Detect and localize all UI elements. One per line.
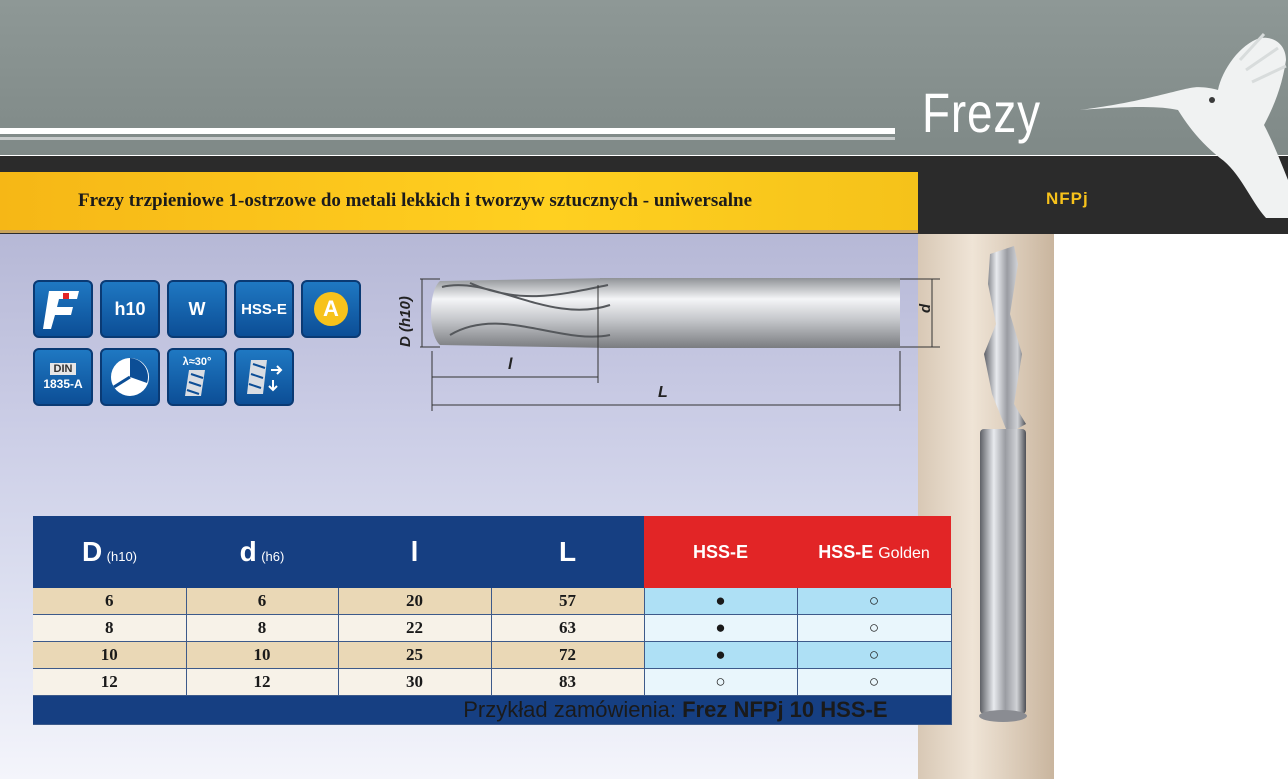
cell-d: 10 xyxy=(186,642,338,669)
cell-hss-e: ○ xyxy=(644,669,797,696)
header-rule-thin xyxy=(0,137,895,140)
page-title: Frezy xyxy=(922,81,1041,144)
cell-d: 12 xyxy=(186,669,338,696)
dimension-L-label: L xyxy=(658,384,668,401)
cell-D: 10 xyxy=(33,642,186,669)
order-label: Przykład zamówienia: xyxy=(463,697,676,722)
cell-hss-e: ● xyxy=(644,588,797,615)
table-row xyxy=(33,642,951,669)
order-example-row xyxy=(33,696,951,725)
cell-hss-e: ● xyxy=(644,615,797,642)
coating-a-badge: A xyxy=(314,292,348,326)
table-row xyxy=(33,615,951,642)
cell-L: 72 xyxy=(491,642,644,669)
col-L-header: L xyxy=(491,516,644,588)
cell-l: 25 xyxy=(338,642,491,669)
dimension-d-label: d xyxy=(917,303,934,313)
table-row xyxy=(33,669,951,696)
din-label: DIN xyxy=(50,363,77,375)
cell-hss-e-golden: ○ xyxy=(797,588,951,615)
subtitle-underline xyxy=(0,230,918,233)
hummingbird-logo-icon xyxy=(1050,30,1288,220)
cell-D: 6 xyxy=(33,588,186,615)
coating-a-icon xyxy=(301,280,361,338)
col-D-header: D (h10) xyxy=(33,516,186,588)
cell-d: 6 xyxy=(186,588,338,615)
helix-label: λ≈30° xyxy=(182,356,212,368)
order-value: Frez NFPj 10 HSS-E xyxy=(682,697,888,722)
cell-hss-e-golden: ○ xyxy=(797,615,951,642)
type-w-icon: W xyxy=(167,280,227,338)
din-number: 1835-A xyxy=(43,377,83,391)
fenes-logo-icon xyxy=(33,280,93,338)
product-code: NFPj xyxy=(1046,189,1089,208)
cell-L: 57 xyxy=(491,588,644,615)
col-hss-e-golden-header: HSS-E Golden xyxy=(797,516,951,588)
cell-D: 8 xyxy=(33,615,186,642)
cell-D: 12 xyxy=(33,669,186,696)
cell-L: 63 xyxy=(491,615,644,642)
cell-l: 30 xyxy=(338,669,491,696)
col-hss-e-header: HSS-E xyxy=(644,516,797,588)
col-d-header: d (h6) xyxy=(186,516,338,588)
header-rule xyxy=(0,128,895,134)
cell-hss-e-golden: ○ xyxy=(797,642,951,669)
subtitle: Frezy trzpieniowe 1-ostrzowe do metali lekkich i tworzyw sztucznych - uniwersalne xyxy=(78,190,753,211)
table-row xyxy=(33,588,951,615)
dimension-l-label: l xyxy=(508,356,513,373)
cell-hss-e: ● xyxy=(644,642,797,669)
cutting-direction-icon xyxy=(234,348,294,406)
tolerance-h10-icon: h10 xyxy=(100,280,160,338)
din-1835-a-icon xyxy=(33,348,93,406)
col-l-header: l xyxy=(338,516,491,588)
order-example xyxy=(33,696,951,725)
cell-l: 20 xyxy=(338,588,491,615)
cell-l: 22 xyxy=(338,615,491,642)
helix-angle-icon xyxy=(167,348,227,406)
dimension-D-label: D (h10) xyxy=(397,296,414,347)
single-flute-icon xyxy=(100,348,160,406)
cell-hss-e-golden: ○ xyxy=(797,669,951,696)
cell-L: 83 xyxy=(491,669,644,696)
technical-drawing xyxy=(380,265,940,415)
table-header-row xyxy=(33,516,951,588)
spec-table xyxy=(33,516,952,725)
cell-d: 8 xyxy=(186,615,338,642)
material-hss-e-icon: HSS-E xyxy=(234,280,294,338)
